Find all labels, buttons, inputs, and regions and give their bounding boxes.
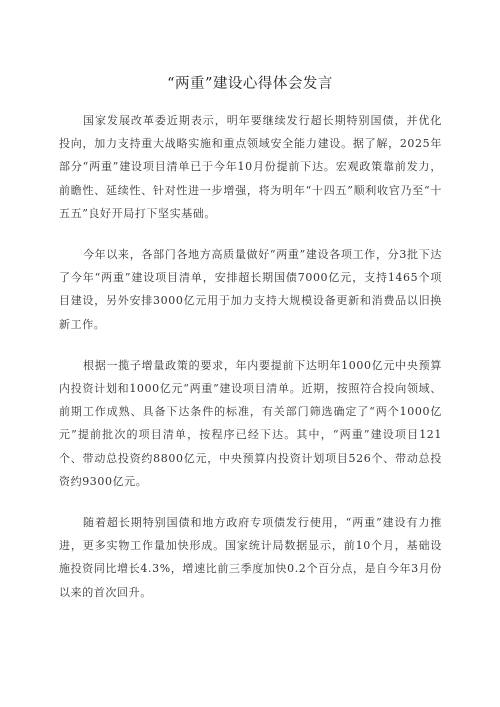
paragraph-2: 今年以来，各部门各地方高质量做好“两重”建设各项工作，分3批下达了今年“两重”建设项目清单，安排超长期国债7000亿元，支持1465个项目建设，另外安排3000亿元用于加力支持大规模设备更新和消费品以旧换新工作。 xyxy=(59,248,442,331)
document-body xyxy=(59,109,442,622)
paragraph-4: 随着超长期特别国债和地方政府专项债发行使用，“两重”建设有力推进，更多实物工作量加快形成。国家统计局数据显示，前10个月，基础设施投资同比增长4.3%，增速比前三季度加快0.2个百分点，是自今年3月份以来的首次回升。 xyxy=(59,516,442,599)
paragraph-3: 根据一揽子增量政策的要求，年内要提前下达明年1000亿元中央预算内投资计划和1000亿元“两重”建设项目清单。近期，按照符合投向领域、前期工作成熟、具备下达条件的标准，有关部门筛选确定了“两个1000亿元”提前批次的项目清单，按程序已经下达。其中，“两重”建设项目121个、带动总投资约8800亿元，中央预算内投资计划项目526个、带动总投资约9300亿元。 xyxy=(59,358,442,488)
document-title: “两重”建设心得体会发言 xyxy=(167,76,333,92)
paragraph-1: 国家发展改革委近期表示，明年要继续发行超长期特别国债，并优化投向，加力支持重大战略实施和重点领域安全能力建设。据了解，2025年部分“两重”建设项目清单已于今年10月份提前下达。宏观政策靠前发力，前瞻性、延续性、针对性进一步增强，将为明年“十四五”顺利收官乃至“十五五”良好开局打下坚实基础。 xyxy=(59,114,442,220)
